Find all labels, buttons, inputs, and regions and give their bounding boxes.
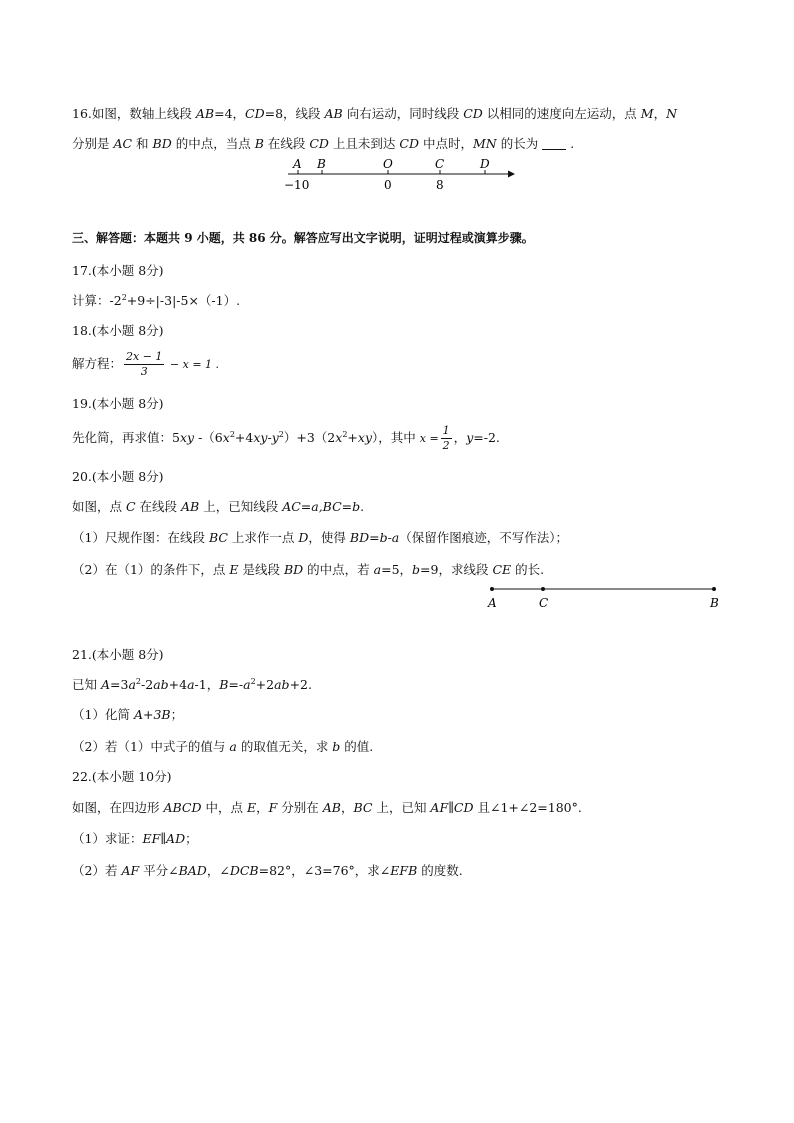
label-b: B (710, 596, 719, 610)
number-line-arrow (508, 171, 515, 178)
q20-line3: （2）在（1）的条件下，点 E 是线段 BD 的中点，若 a=5，b=9，求线段 CE 的长. (72, 562, 545, 577)
q17-body: 计算：$-2^2+9\div|-3|-5\times(-1)$. (72, 293, 241, 308)
q20-line2: （1）尺规作图：在线段 BC 上求作一点 D，使得 BD=b-a（保留作图痕迹，不写作法）； (72, 530, 569, 545)
q22-line1: 如图，在四边形 ABCD 中，点 E，F 分别在 AB，BC 上，已知 AF∥CD 且∠1+∠2=180°. (72, 800, 582, 815)
q16-line2: 分别是 AC 和 BD 的中点，当点 B 在线段 CD 上且未到达 CD 中点时，MN 的长为 . (72, 136, 575, 151)
q16-line1: 16.如图，数轴上线段 AB=4，CD=8，线段 AB 向右运动，同时线段 CD 以相同的速度向左运动，点 M，N (72, 106, 678, 121)
q21-heading: 21.(本小题 8分) (72, 647, 164, 662)
q22-line2: （1）求证：EF∥AD； (72, 831, 198, 846)
q21-line3: （2）若（1）中式子的值与 a 的取值无关，求 b 的值. (72, 739, 374, 754)
answer-blank (542, 137, 566, 150)
point-c (541, 587, 545, 591)
q19-body: 先化简，再求值：5xy $-(6x^2+4xy-y^2)+3(2x^2+xy)$，其中 x = $\frac{1}{2}$ ，y=-2. (72, 424, 500, 452)
segment-ab-figure (480, 580, 730, 612)
label-c: C (539, 596, 549, 610)
q20-heading: 20.(本小题 8分) (72, 469, 164, 484)
point-label-d: D (480, 157, 490, 171)
point-b (712, 587, 716, 591)
label-a: A (488, 596, 497, 610)
q22-line3: （2）若 AF 平分∠BAD，∠DCB=82°，∠3=76°，求∠EFB 的度数. (72, 863, 463, 878)
point-label-c: C (435, 157, 445, 171)
q18-heading: 18.(本小题 8分) (72, 323, 164, 338)
q20-line1: 如图，点 C 在线段 AB 上，已知线段 AC=a,BC=b. (72, 499, 365, 514)
section-3-heading: 三、解答题：本题共 9 小题，共 86 分。解答应写出文字说明，证明过程或演算步骤。 (72, 231, 534, 245)
tick-label-8: 8 (436, 178, 444, 192)
q21-line1: 已知 $A=3a^2-2ab+4a-1$，$B=-a^2+2ab+2$. (72, 677, 312, 692)
q17-heading: 17.(本小题 8分) (72, 263, 164, 278)
point-a (490, 587, 494, 591)
q19-fraction: $\frac{1}{2}$ (442, 424, 450, 452)
q19-heading: 19.(本小题 8分) (72, 396, 164, 411)
tick-label-neg10: −10 (284, 178, 310, 192)
point-label-a: A (293, 157, 302, 171)
q22-heading: 22.(本小题 10分) (72, 769, 172, 784)
q18-body: 解方程： $\frac{2x - 1}{3}$ − x = 1 . (72, 350, 220, 378)
tick-label-0: 0 (384, 178, 392, 192)
number-line-figure (280, 156, 520, 196)
point-label-o: O (383, 157, 393, 171)
q21-line2: （1）化简 A+3B； (72, 707, 184, 722)
q18-fraction: $\frac{2x - 1}{3}$ (126, 350, 163, 378)
point-label-b: B (317, 157, 326, 171)
